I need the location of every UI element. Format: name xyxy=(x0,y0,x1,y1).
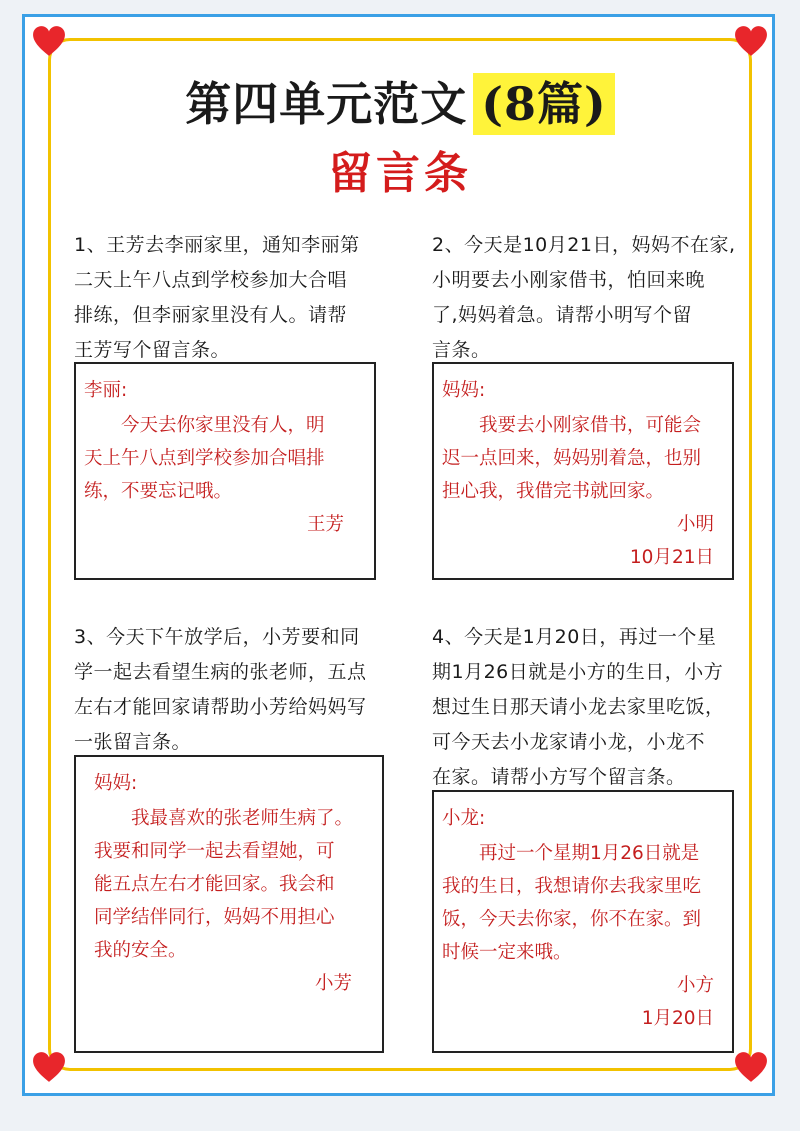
note-body-line: 能五点左右才能回家。我会和 xyxy=(94,874,335,895)
prompt-line: 二天上午八点到学校参加大合唱 xyxy=(74,269,348,291)
note-box-1 xyxy=(74,362,376,580)
prompt-line: 2、今天是10月21日，妈妈不在家, xyxy=(432,234,736,256)
prompt-line: 可今天去小龙家请小龙，小龙不 xyxy=(432,731,706,753)
title-main: 第四单元范文 xyxy=(185,77,468,131)
prompt-line: 小明要去小刚家借书，怕回来晚 xyxy=(432,269,706,291)
prompt-2 xyxy=(432,228,752,368)
heart-icon xyxy=(32,1050,66,1084)
note-box-2 xyxy=(432,362,734,580)
prompt-line: 王芳写个留言条。 xyxy=(74,339,231,361)
note-body-line: 我最喜欢的张老师生病了。 xyxy=(131,808,354,829)
note-date: 1月20日 xyxy=(641,1008,714,1029)
note-signature: 小芳 xyxy=(314,973,352,994)
prompt-line: 3、今天下午放学后，小芳要和同 xyxy=(74,626,360,648)
note-body-line: 我的生日，我想请你去我家里吃 xyxy=(442,876,702,897)
prompt-line: 言条。 xyxy=(432,339,491,361)
note-body-line: 今天去你家里没有人，明 xyxy=(121,415,325,436)
prompt-line: 期1月26日就是小方的生日，小方 xyxy=(432,661,724,683)
note-body-line: 迟一点回来，妈妈别着急，也别 xyxy=(442,448,702,469)
note-body-line: 饭，今天去你家，你不在家。到 xyxy=(442,909,702,930)
note-signature: 小方 xyxy=(676,975,714,996)
note-body-line: 时候一定来哦。 xyxy=(442,942,572,963)
note-greeting: 妈妈: xyxy=(442,380,486,401)
note-greeting: 妈妈: xyxy=(94,773,138,794)
note-greeting: 小龙: xyxy=(442,808,486,829)
prompt-line: 想过生日那天请小龙去家里吃饭， xyxy=(432,696,725,718)
prompt-line: 左右才能回家请帮助小芳给妈妈写 xyxy=(74,696,367,718)
note-body-line: 我的安全。 xyxy=(94,940,187,961)
prompt-4 xyxy=(432,620,762,795)
note-signature: 小明 xyxy=(676,514,714,535)
note-greeting: 李丽: xyxy=(84,380,128,401)
note-body-line: 天上午八点到学校参加合唱排 xyxy=(84,448,325,469)
page-title xyxy=(0,70,800,138)
prompt-line: 排练，但李丽家里没有人。请帮 xyxy=(74,304,348,326)
note-box-4 xyxy=(432,790,734,1053)
note-body-line: 我要去小刚家借书，可能会 xyxy=(479,415,702,436)
prompt-line: 学一起去看望生病的张老师，五点 xyxy=(74,661,367,683)
title-badge: (8篇) xyxy=(473,73,615,135)
note-signature: 王芳 xyxy=(306,514,344,535)
note-body-line: 练，不要忘记哦。 xyxy=(84,481,233,502)
heart-icon xyxy=(734,24,768,58)
note-date: 10月21日 xyxy=(629,547,714,568)
prompt-line: 在家。请帮小方写个留言条。 xyxy=(432,766,686,788)
note-box-3 xyxy=(74,755,384,1053)
prompt-line: 一张留言条。 xyxy=(74,731,192,753)
heart-icon xyxy=(32,24,66,58)
note-body-line: 再过一个星期1月26日就是 xyxy=(479,843,700,864)
prompt-line: 1、王芳去李丽家里，通知李丽第 xyxy=(74,234,360,256)
prompt-line: 4、今天是1月20日，再过一个星 xyxy=(432,626,717,648)
note-body-line: 我要和同学一起去看望她，可 xyxy=(94,841,335,862)
prompt-3 xyxy=(74,620,404,760)
prompt-line: 了,妈妈着急。请帮小明写个留 xyxy=(432,304,693,326)
page-subtitle: 留言条 xyxy=(328,148,472,199)
prompt-1 xyxy=(74,228,394,368)
note-body-line: 担心我，我借完书就回家。 xyxy=(442,481,665,502)
note-body-line: 同学结伴同行，妈妈不用担心 xyxy=(94,907,335,928)
heart-icon xyxy=(734,1050,768,1084)
